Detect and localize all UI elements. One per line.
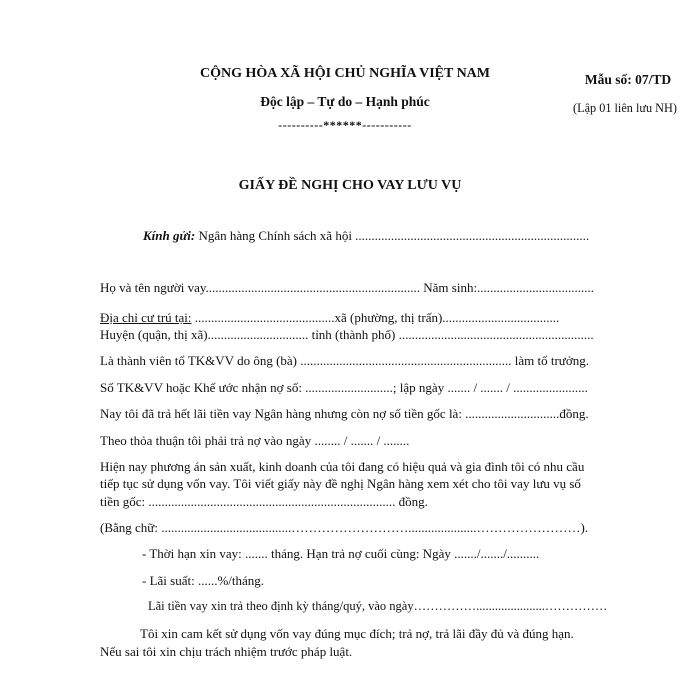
amount-in-words-line: (Bằng chữ: ........................................……………………….....................……………………).: [100, 520, 589, 535]
plan-paragraph-line-1: Hiện nay phương án sản xuất, kinh doanh của tôi đang có hiệu quả và gia đình tôi có nhu cầu: [100, 459, 585, 474]
address-line: [100, 310, 559, 326]
commitment-line-1: Tôi xin cam kết sử dụng vốn vay đúng mục đích; trả nợ, trả lãi đầy đủ và đúng hạn.: [140, 626, 574, 641]
loan-term-line: - Thời hạn xin vay: ....... tháng. Hạn trả nợ cuối cùng: Ngày ......./......./..........: [142, 546, 540, 561]
recipient-text: Ngân hàng Chính sách xã hội ........................................................................: [195, 228, 590, 243]
agreement-line: Theo thỏa thuận tôi phải trả nợ vào ngày ........ / ....... / ........: [100, 433, 410, 448]
district-line: Huyện (quận, thị xã)............................... tỉnh (thành phố) ............................................................: [100, 327, 594, 342]
document-title: GIẤY ĐỀ NGHỊ CHO VAY LƯU VỤ: [238, 178, 462, 193]
commitment-line-2: Nếu sai tôi xin chịu trách nhiệm trước pháp luật.: [100, 644, 353, 659]
repaid-line: Nay tôi đã trả hết lãi tiền vay Ngân hàng nhưng còn nợ số tiền gốc là: .............................đồng.: [100, 406, 589, 421]
address-rest: ...........................................xã (phường, thị trấn)....................................: [191, 310, 560, 325]
address-label: Địa chỉ cư trú tại:: [100, 310, 192, 325]
header-separator: ----------******-----------: [278, 118, 412, 132]
interest-rate-line: - Lãi suất: ......%/tháng.: [142, 573, 265, 588]
motto: Độc lập – Tự do – Hạnh phúc: [260, 94, 430, 109]
borrower-name-line: Họ và tên người vay.................................................................. Năm sinh:....................................: [100, 280, 595, 295]
recipient-line: [143, 228, 589, 244]
plan-paragraph-line-2: tiếp tục sử dụng vốn vay. Tôi viết giấy này đề nghị Ngân hàng xem xét cho tôi vay lưu vụ số: [100, 476, 581, 491]
interest-payment-line: Lãi tiền vay xin trả theo định kỳ tháng/quý, vào ngày……………......................……………: [148, 599, 608, 613]
form-note: (Lập 01 liên lưu NH): [573, 100, 677, 115]
account-line: Số TK&VV hoặc Khế ước nhận nợ số: ...........................; lập ngày ....... / ....... / .......................: [100, 380, 588, 395]
member-line: Là thành viên tổ TK&VV do ông (bà) ................................................................. làm tổ trưởng.: [100, 353, 589, 368]
plan-paragraph-line-3: tiền gốc: ............................................................................ đồng.: [100, 494, 428, 509]
nation-heading: CỘNG HÒA XÃ HỘI CHỦ NGHĨA VIỆT NAM: [199, 66, 490, 81]
form-number: Mẫu số: 07/TD: [584, 72, 672, 87]
recipient-label: Kính gửi:: [143, 228, 196, 243]
